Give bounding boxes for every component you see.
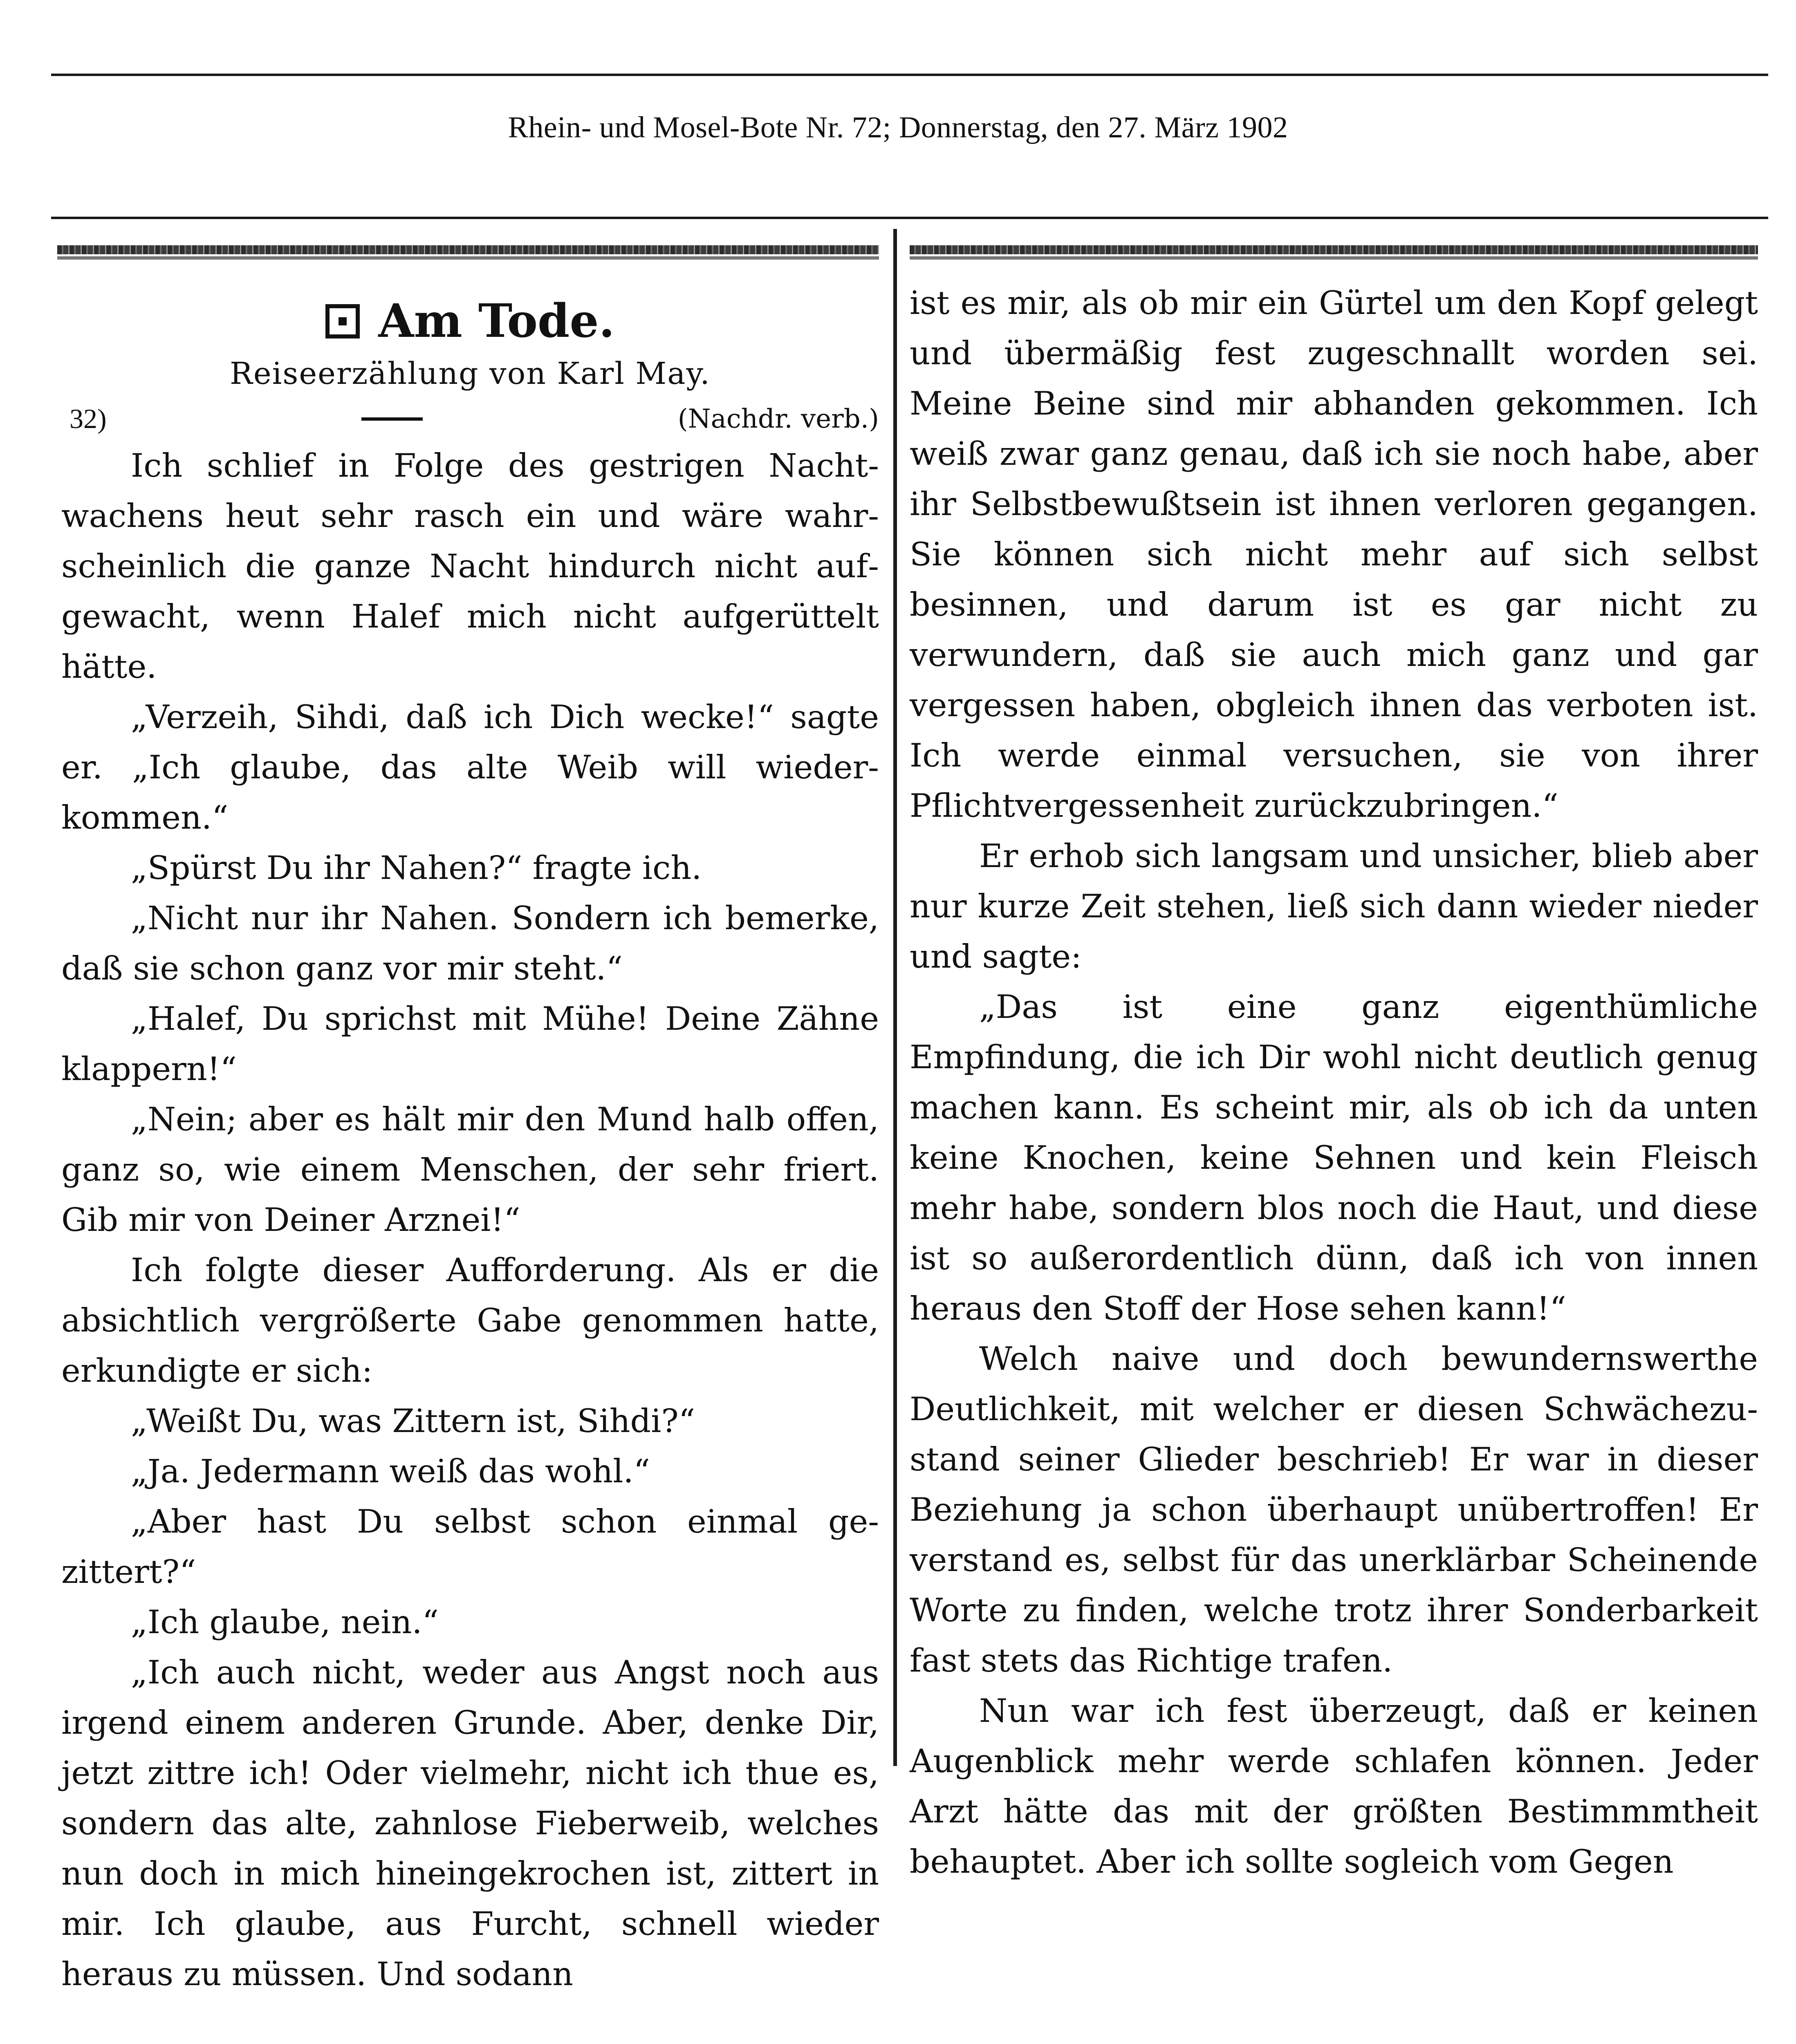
article-paragraph: „Halef, Du sprichst mit Mühe! Deine Zähne klappern!“ bbox=[61, 1000, 879, 1088]
column-divider bbox=[893, 229, 897, 1766]
article-paragraph: „Verzeih, Sihdi, daß ich Dich wecke!“ sagte er. „Ich glaube, das alte Weib will wiederkommen.“ bbox=[61, 698, 879, 836]
ornament-band-left-under bbox=[57, 256, 879, 260]
article-paragraph: „Spürst Du ihr Nahen?“ fragte ich. bbox=[131, 849, 702, 887]
article-paragraph: ist es mir, als ob mir ein Gürtel um den Kopf gelegt und übermäßig fest zugeschnallt worden sei. Meine Beine sind mir abhanden gekommen. Ich weiß zwar ganz genau, daß ich sie noch habe, aber ihr Selbstbewußtsein ist ihnen verloren gegangen. Sie können sich nicht mehr auf sich selbst besinnen, und darum ist es gar nicht zu verwundern, daß sie auch mich ganz und gar vergessen haben, obgleich ihnen das verboten ist. Ich werde einmal versuchen, sie von ihrer Pflichtvergessenheit zurückzubringen.“ bbox=[910, 284, 1758, 825]
column-right-text bbox=[910, 278, 1758, 1887]
ornament-band-right bbox=[910, 245, 1758, 254]
article-column-left bbox=[61, 282, 879, 1999]
square-ornament-icon bbox=[325, 304, 360, 338]
part-number: 32) bbox=[70, 403, 107, 434]
article-paragraph: „Weißt Du, was Zittern ist, Sihdi?“ bbox=[131, 1402, 695, 1440]
article-paragraph: Er erhob sich langsam und unsicher, blieb aber nur kurze Zeit stehen, ließ sich dann wieder nieder und sagte: bbox=[910, 837, 1758, 975]
article-paragraph: „Das ist eine ganz eigenthümliche Empfindung, die ich Dir wohl nicht deutlich genug machen kann. Es scheint mir, als ob ich da unten keine Knochen, keine Sehnen und kein Fleisch mehr habe, sondern blos noch die Haut, und diese ist so außerordentlich dünn, daß ich von innen heraus den Stoff der Hose sehen kann!“ bbox=[910, 988, 1758, 1327]
top-rule bbox=[51, 74, 1768, 76]
article-paragraph: „Nein; aber es hält mir den Mund halb offen, ganz so, wie einem Menschen, der sehr friert. Gib mir von Deiner Arznei!“ bbox=[61, 1100, 879, 1239]
reprint-note: (Nachdr. verb.) bbox=[677, 403, 879, 434]
article-paragraph: Ich folgte dieser Aufforderung. Als er die absichtlich vergrößerte Gabe genommen hatte, erkundigte er sich: bbox=[61, 1251, 879, 1390]
running-header: Rhein- und Mosel-Bote Nr. 72; Donnerstag, den 27. März 1902 bbox=[508, 111, 1288, 144]
ornament-band-left bbox=[57, 245, 879, 254]
story-title-text: Am Tode. bbox=[378, 294, 615, 348]
article-paragraph: Welch naive und doch bewundernswerthe Deutlichkeit, mit welcher er diesen Schwächezustand seiner Glieder beschrieb! Er war in dieser Beziehung ja schon überhaupt unübertroffen! Er verstand es, selbst für das unerklärbar Scheinende Worte zu finden, welche trotz ihrer Sonderbarkeit fast stets das Richtige trafen. bbox=[910, 1340, 1758, 1679]
part-number-row bbox=[61, 399, 879, 438]
article-paragraph: Nun war ich fest überzeugt, daß er keinen Augenblick mehr werde schlafen können. Jeder Arzt hätte das mit der größten Bestimmmtheit behauptet. Aber ich sollte sogleich vom Gegen bbox=[910, 1692, 1758, 1880]
ornament-band-right-under bbox=[910, 256, 1758, 260]
article-column-right bbox=[910, 278, 1758, 1887]
article-paragraph: „Ich glaube, nein.“ bbox=[131, 1603, 439, 1641]
story-subtitle: Reiseerzählung von Karl May. bbox=[230, 356, 711, 391]
dash-divider bbox=[361, 417, 423, 421]
article-paragraph: „Nicht nur ihr Nahen. Sondern ich bemerke, daß sie schon ganz vor mir steht.“ bbox=[61, 899, 879, 987]
story-title bbox=[61, 294, 879, 348]
article-paragraph: „Aber hast Du selbst schon einmal gezittert?“ bbox=[61, 1503, 879, 1591]
article-paragraph: Ich schlief in Folge des gestrigen Nachtwachens heut sehr rasch ein und wäre wahrscheinlich die ganze Nacht hindurch nicht aufgewacht, wenn Halef mich nicht aufgerüttelt hätte. bbox=[61, 447, 879, 686]
column-left-text bbox=[61, 441, 879, 1999]
article-paragraph: „Ja. Jedermann weiß das wohl.“ bbox=[131, 1452, 650, 1490]
header-rule bbox=[51, 217, 1768, 219]
article-paragraph: „Ich auch nicht, weder aus Angst noch aus irgend einem anderen Grunde. Aber, denke Dir, jetzt zittre ich! Oder vielmehr, nicht ich thue es, sondern das alte, zahnlose Fieberweib, welches nun doch in mich hineingekrochen ist, zittert in mir. Ich glaube, aus Furcht, schnell wieder heraus zu müssen. Und sodann bbox=[61, 1654, 879, 1993]
